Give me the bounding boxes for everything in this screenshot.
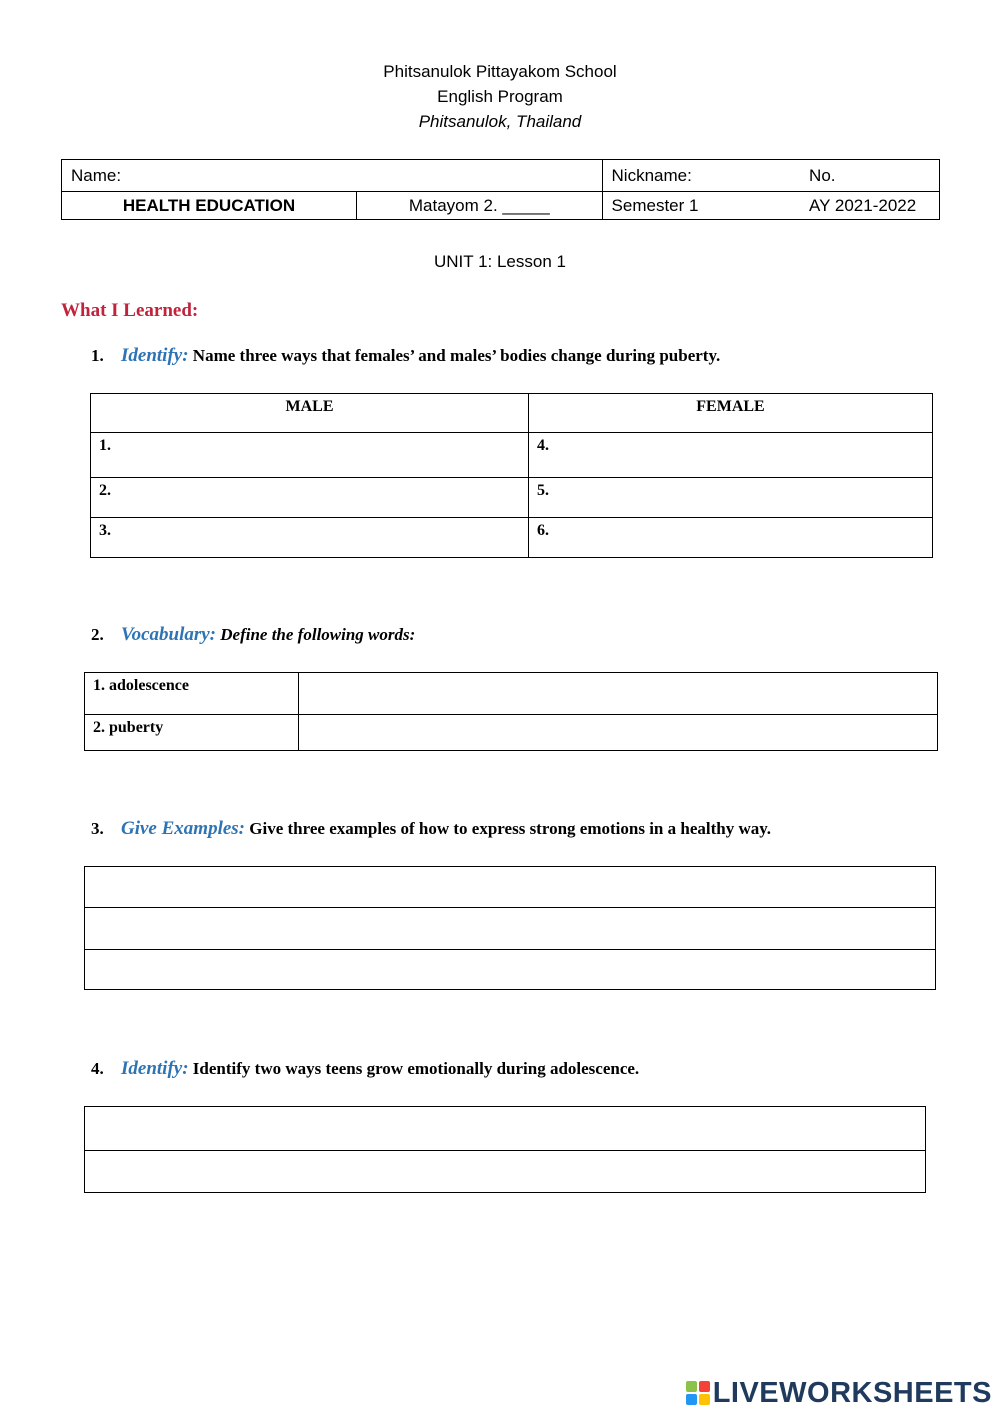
school-name: Phitsanulok Pittayakom School	[383, 62, 617, 81]
question-1	[91, 345, 720, 367]
name-label: Name:	[71, 165, 122, 185]
school-location: Phitsanulok, Thailand	[418, 112, 582, 131]
male-answer-2[interactable]: 2.	[91, 478, 529, 518]
emotional-growth-table	[84, 1106, 926, 1193]
name-cell[interactable]	[62, 160, 603, 192]
number-cell[interactable]	[800, 160, 939, 192]
question-1-number: 1.	[91, 346, 104, 365]
question-1-keyword: Identify:	[121, 345, 189, 366]
male-answer-3[interactable]: 3.	[91, 518, 529, 558]
logo-square-red	[699, 1381, 710, 1392]
question-3-text: Give three examples of how to express strong emotions in a healthy way.	[249, 819, 772, 838]
semester-label: Semester 1	[611, 195, 699, 215]
logo-square-yellow	[699, 1394, 710, 1405]
question-3-number: 3.	[91, 819, 104, 838]
vocab-word-2: 2. puberty	[85, 715, 299, 751]
female-answer-6[interactable]: 6.	[529, 518, 933, 558]
vocabulary-table	[84, 672, 938, 751]
growth-answer-2[interactable]	[85, 1151, 926, 1193]
male-answer-1[interactable]: 1.	[91, 433, 529, 478]
academic-year-label: AY 2021-2022	[809, 195, 917, 215]
subject-cell	[62, 192, 357, 220]
vocab-word-1: 1. adolescence	[85, 673, 299, 715]
number-label: No.	[809, 165, 836, 185]
question-2-text: Define the following words:	[220, 625, 416, 644]
grade-label: Matayom 2. _____	[408, 195, 550, 215]
vocab-definition-1[interactable]	[299, 673, 938, 715]
male-header: MALE	[91, 394, 529, 433]
question-3	[91, 818, 771, 840]
example-answer-2[interactable]	[85, 908, 936, 950]
nickname-cell[interactable]	[602, 160, 800, 192]
question-2	[91, 624, 415, 646]
student-info-table	[61, 159, 940, 220]
puberty-changes-table	[90, 393, 933, 558]
question-4-keyword: Identify:	[121, 1058, 189, 1079]
female-answer-5[interactable]: 5.	[529, 478, 933, 518]
section-title: What I Learned:	[61, 300, 199, 321]
logo-icon	[686, 1381, 710, 1405]
logo-square-green	[686, 1381, 697, 1392]
growth-answer-1[interactable]	[85, 1107, 926, 1151]
question-4-number: 4.	[91, 1059, 104, 1078]
unit-title: UNIT 1: Lesson 1	[434, 252, 566, 271]
subject-label: HEALTH EDUCATION	[122, 195, 296, 215]
question-3-keyword: Give Examples:	[121, 818, 246, 839]
academic-year-cell	[800, 192, 939, 220]
question-2-number: 2.	[91, 625, 104, 644]
logo-square-blue	[686, 1394, 697, 1405]
question-4	[91, 1058, 639, 1080]
question-1-text: Name three ways that females’ and males’ bodies change during puberty.	[192, 346, 721, 365]
question-2-keyword: Vocabulary:	[121, 624, 216, 645]
logo-text: LIVEWORKSHEETS	[712, 1376, 992, 1409]
liveworksheets-logo	[686, 1377, 992, 1409]
female-header: FEMALE	[529, 394, 933, 433]
vocab-definition-2[interactable]	[299, 715, 938, 751]
question-4-text: Identify two ways teens grow emotionally during adolescence.	[192, 1059, 640, 1078]
emotions-examples-table	[84, 866, 936, 990]
program-name: English Program	[437, 87, 563, 106]
nickname-label: Nickname:	[611, 165, 692, 185]
grade-cell[interactable]	[357, 192, 603, 220]
example-answer-3[interactable]	[85, 950, 936, 990]
semester-cell	[602, 192, 800, 220]
example-answer-1[interactable]	[85, 867, 936, 908]
female-answer-4[interactable]: 4.	[529, 433, 933, 478]
